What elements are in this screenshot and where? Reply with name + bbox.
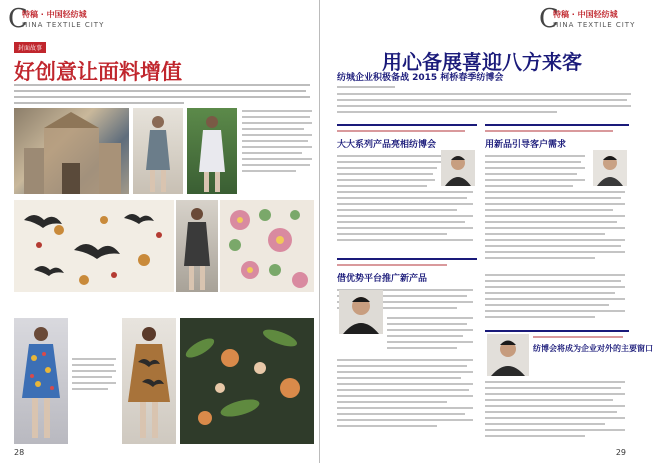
box-2-title: 用新品引导客户需求 <box>485 140 567 150</box>
portrait-3-figure <box>339 290 383 334</box>
header-category: 特稿 · 中国轻纺城 <box>553 10 618 19</box>
right-page-number: 29 <box>615 448 626 457</box>
intro-lines <box>337 92 633 122</box>
intro-text-lines <box>14 83 312 107</box>
portrait-4-figure <box>487 334 529 376</box>
portrait-1 <box>441 150 475 186</box>
box-label-line <box>337 263 467 267</box>
left-page <box>0 0 320 463</box>
right-page-header <box>539 6 639 34</box>
floral-print-fabric <box>220 200 314 292</box>
tropical-pattern <box>180 318 314 444</box>
colorful-dress-model-photo <box>14 318 68 444</box>
caption-lines-2 <box>72 318 118 444</box>
portrait-2-figure <box>593 150 627 186</box>
box-label-line <box>337 129 467 133</box>
right-headline: 用心备展喜迎八方来客 <box>382 50 582 74</box>
portrait-4 <box>487 334 529 376</box>
runway-model-photo-2 <box>187 108 237 194</box>
bird-print-fabric <box>14 200 174 292</box>
header-category: 特稿 · 中国轻纺城 <box>22 10 87 19</box>
company-box-2 <box>485 124 629 270</box>
left-page-header <box>8 6 188 34</box>
box-label <box>337 263 477 269</box>
box-1-title: 大大系列产品亮相纺博会 <box>337 140 437 150</box>
header-subtitle: HINA TEXTILE CITY <box>553 21 636 29</box>
box-label <box>337 129 477 135</box>
portrait-1-figure <box>441 150 475 186</box>
cathedral-illustration <box>14 108 129 194</box>
byline <box>337 85 397 90</box>
header-big-letter: C <box>8 4 28 34</box>
model-silhouette-4 <box>14 318 68 444</box>
model-silhouette-2 <box>187 108 237 194</box>
fashion-model-photo-3 <box>176 200 218 292</box>
box-4-title: 纺博会将成为企业对外的主要窗口 <box>533 344 653 353</box>
company-box-1 <box>337 124 477 252</box>
tropical-print-fabric <box>180 318 314 444</box>
header-big-letter: C <box>539 4 559 34</box>
right-page <box>321 0 653 463</box>
mid-text-lines <box>485 272 629 328</box>
portrait-2 <box>593 150 627 186</box>
bottom-caption-left <box>72 318 118 444</box>
header-subtitle: HINA TEXTILE CITY <box>22 21 105 29</box>
model-silhouette-5 <box>122 318 176 444</box>
model-silhouette-1 <box>133 108 183 194</box>
left-page-number: 28 <box>14 448 25 457</box>
box-label <box>485 129 629 135</box>
left-headline: 好创意让面料增值 <box>14 60 182 84</box>
right-mid-text <box>485 272 629 328</box>
bird-pattern <box>14 200 174 292</box>
right-subheadline: 纺城企业积极备战 2015 柯桥春季纺博会 <box>337 73 504 83</box>
section-kicker: 封面故事 <box>14 42 46 53</box>
portrait-3 <box>339 290 383 334</box>
box-3-title: 借优势平台推广新产品 <box>337 274 428 284</box>
right-intro-text <box>337 92 633 122</box>
left-intro-text <box>14 83 312 107</box>
caption-lines <box>242 108 314 194</box>
floral-pattern <box>220 200 314 292</box>
city-cathedral-photo <box>14 108 129 194</box>
box-label-line <box>485 129 615 133</box>
model-silhouette-3 <box>176 200 218 292</box>
bird-dress-model-photo <box>122 318 176 444</box>
runway-model-photo-1 <box>133 108 183 194</box>
company-box-3 <box>337 258 477 444</box>
top-caption-column <box>242 108 314 194</box>
byline-lines <box>337 85 397 89</box>
